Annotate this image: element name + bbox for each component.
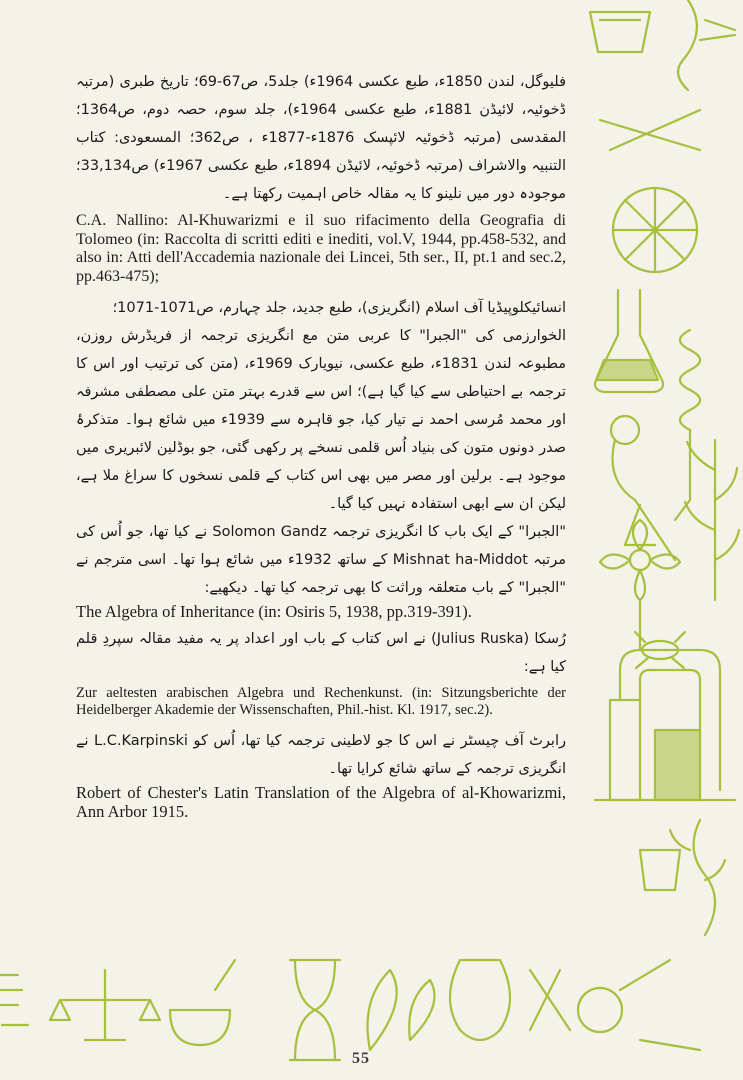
latin-citation-ruska: Zur aeltesten arabischen Algebra und Rechenkunst. (in: Sitzungsberichte der Heidelberger Akademie der Wissenschaften, Phil.-hist. Kl. 1917, sec.2). — [76, 685, 566, 718]
text-column — [76, 68, 566, 821]
scale-icon — [50, 970, 160, 1040]
left-ornament-icon — [0, 975, 28, 1025]
urdu-paragraph-4: "الجبرا" کے ایک باب کا انگریزی ترجمہ Solomon Gandz نے کیا تھا، جو اُس کی مرتبہ Mishnat ha-Middot کے ساتھ 1932ء میں شائع ہوا تھا۔ اسی مترجم نے "الجبرا" کے باب متعلقہ وراثت کا بھی ترجمہ کیا تھا۔ دیکھیے: — [76, 524, 566, 596]
urdu-paragraph-2: انسائیکلوپیڈیا آف اسلام (انگریزی)، طبع جدید، جلد چہارم، ص1071-1071؛ — [112, 300, 566, 316]
leaf-icon — [368, 970, 435, 1050]
beaker-icon — [590, 0, 735, 90]
flower-icon — [600, 520, 680, 650]
latin-citation-nallino: C.A. Nallino: Al-Khuwarizmi e il suo rifacimento della Geografia di Tolomeo (in: Raccolta di scritti editi e inediti, vol.V, 1944, pp.458-532, and also in: Atti dell'Accademia nazionale dei Lincei, 5th ser., II, pt.1 and sec.2, pp.463-475); — [76, 212, 566, 285]
vine-icon — [640, 820, 725, 935]
page-number: 55 — [352, 1050, 370, 1067]
hourglass-icon — [290, 960, 340, 1060]
tool-icon — [530, 960, 700, 1050]
lattice-sphere-icon — [600, 110, 700, 272]
urdu-paragraph-1: فلیوگل، لندن 1850ء، طبع عکسی 1964ء) جلد5، ص67-69؛ تاریخ طبری (مرتبہ ڈخوئیہ، لائیڈن 1881ء، طبع عکسی 1964ء)، جلد سوم، حصہ دوم، ص1364؛ المقدسی (مرتبہ ڈخوئیہ لائپسک 1876ء-1877ء ، ص362؛ المسعودی: کتاب التنبیہ والاشراف (مرتبہ ڈخوئیہ، لائیڈن 1894ء، طبع عکسی 1967ء) ص33,134؛ موجودہ دور میں نلینو کا یہ مقالہ خاص اہمیت رکھتا ہے۔ — [76, 74, 566, 202]
plant-icon — [685, 440, 739, 600]
latin-citation-gandz: The Algebra of Inheritance (in: Osiris 5, 1938, pp.319-391). — [76, 602, 472, 621]
vase-icon — [450, 960, 510, 1040]
distillation-icon — [611, 416, 675, 560]
apparatus-icon — [595, 650, 735, 800]
urdu-paragraph-5: رُسکا (Julius Ruska) نے اس کتاب کے باب اور اعداد پر یہ مفید مقالہ سپردِ قلم کیا ہے: — [76, 631, 567, 675]
latin-citation-karpinski: Robert of Chester's Latin Translation of the Algebra of al-Khowarizmi, Ann Arbor 1915. — [76, 783, 566, 821]
coil-icon — [675, 330, 700, 520]
urdu-paragraph-3: الخوارزمی کی "الجبرا" کا عربی متن مع انگریزی ترجمہ از فریڈرش روزن، مطبوعہ لندن 1831ء، طبع عکسی، نیویارک 1969ء، (متن کی ترتیب اور اس کا ترجمہ بے احتیاطی سے کیا گیا ہے)؛ اس سے قدرے بہتر متن علی مصطفی مشرفہ اور محمد مُرسی احمد نے تیار کیا، جو قاہرہ سے 1939ء میں شائع ہوا۔ متذکرۂ صدر دونوں متون کی بنیاد اُس قلمی نسخے پر رکھی گئی، جو بوڈلین لائبریری میں موجود ہے۔ برلین اور مصر میں بھی اس کتاب کے قلمی نسخوں کا سراغ ملا ہے، لیکن ان سے ابھی استفادہ نہیں کیا گیا۔ — [76, 328, 567, 512]
mortar-icon — [170, 960, 235, 1045]
urdu-paragraph-6: رابرٹ آف چیسٹر نے اس کا جو لاطینی ترجمہ کیا تھا، اُس کو L.C.Karpinski نے انگریزی ترجمہ کے ساتھ شائع کرایا تھا۔ — [76, 733, 566, 777]
flask-icon — [595, 290, 663, 392]
